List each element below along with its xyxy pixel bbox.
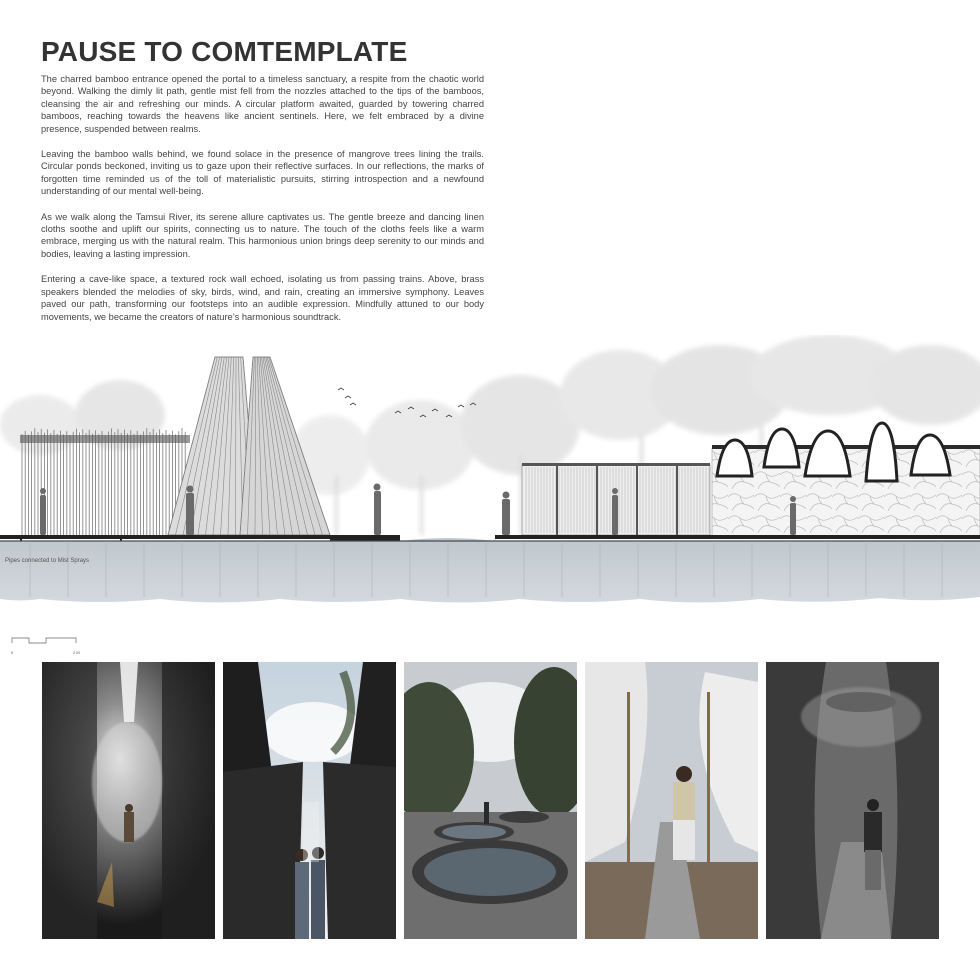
scale-bar [11,632,83,656]
cave-rock-wall [712,423,980,536]
paragraph-bamboo-entrance: The charred bamboo entrance opened the portal to a timeless sanctuary, a respite from the chaotic world beyond. Walking the dimly lit path, gentle mist fell from the nozzles attached to the tips of the bamboos, cleansing the air and refreshing our minds. A circular platform awaited, guarded by towering charred bamboos, reaching towards the heavens like ancient sentinels. Here, we felt embraced by a divine presence, suspended between realms. [41,74,484,134]
pipes-label: Pipes connected to Mist Sprays [5,558,90,564]
photo-woman-linen-cloths [585,662,758,939]
scale-bar-graphic [11,637,81,645]
brass-speaker [805,431,850,476]
ground-section [0,538,980,603]
paragraph-tamsui-river: As we walk along the Tamsui River, its serene allure captivates us. The gentle breeze and dancing linen cloths soothe and uplift our spirits, connecting us to nature. The touch of the cloths feels like a warm embrace, merging us with the natural realm. This harmonious union brings deep serenity to our minds and bodies, leaving a lasting impression. [41,211,484,259]
body-text [41,73,484,336]
brass-speaker [911,435,950,475]
scale-end: 2 M [73,650,80,655]
brass-speaker [764,429,799,467]
photo-cave-rock-path [766,662,939,939]
brass-speaker [866,423,897,481]
page-title: PAUSE TO COMTEMPLATE [41,36,408,67]
photo-circular-ponds-mangroves [404,662,577,939]
photo-couple-under-bamboo [223,662,396,939]
paragraph-cave-space: Entering a cave-like space, a textured rock wall echoed, isolating us from passing trains. Above, brass speakers blended the melodies of sky, birds, wind, and rain, creating an immersive symphony. Leaves paved our path, transforming our footsteps into an audible expression. Mindfully attuned to our body movements, we became the creators of nature’s harmonious soundtrack. [41,274,484,322]
section-drawing [0,335,980,620]
photo-misty-bamboo-corridor [42,662,215,939]
paragraph-mangrove-ponds: Leaving the bamboo walls behind, we found solace in the presence of mangrove trees lining the trails. Circular ponds beckoned, inviting us to gaze upon their reflective surfaces. In our reflections, the marks of forgotten time reminded us of the toll of materialistic pursuits, stirring introspection and a newfound understanding of our mental well-being. [41,149,484,197]
scale-start: 0 [11,650,14,655]
